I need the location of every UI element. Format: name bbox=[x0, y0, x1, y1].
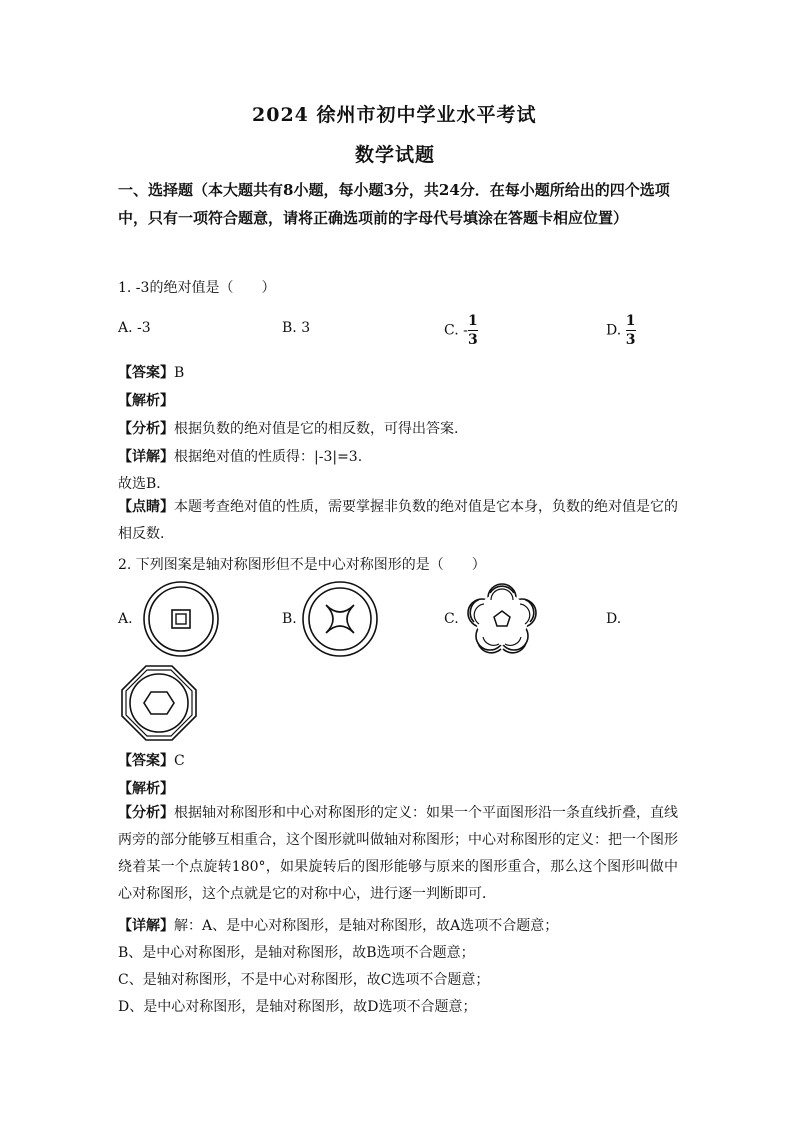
q1-analysis-label: 【解析】 bbox=[118, 393, 174, 409]
fenxi-label: 【分析】 bbox=[118, 421, 174, 437]
fraction-numerator: 1 bbox=[467, 313, 478, 329]
q2-option-c: C. bbox=[444, 611, 459, 627]
answer-value: C bbox=[174, 753, 185, 769]
fraction bbox=[468, 312, 478, 349]
q1-option-c bbox=[444, 312, 478, 349]
answer-label: 【答案】 bbox=[118, 753, 174, 769]
q2-option-b: B. bbox=[282, 611, 297, 627]
q2-analysis-label: 【解析】 bbox=[118, 781, 174, 797]
dianjing-text: 本题考查绝对值的性质，需要掌握非负数的绝对值是它本身，负数的绝对值是它的相反数. bbox=[118, 499, 678, 542]
q1-option-d-prefix: D. bbox=[606, 322, 626, 339]
fraction-numerator: 1 bbox=[625, 313, 636, 329]
fraction-denominator: 3 bbox=[467, 332, 478, 348]
dianjing-label: 【点睛】 bbox=[118, 499, 174, 515]
q1-stem: 1. -3的绝对值是（ ） bbox=[118, 280, 276, 296]
fenxi-text: 根据负数的绝对值是它的相反数，可得出答案. bbox=[174, 421, 459, 437]
exam-subtitle: 数学试题 bbox=[355, 144, 436, 166]
fraction bbox=[626, 312, 636, 349]
section-heading: 一、选择题（本大题共有8小题，每小题3分，共24分．在每小题所给出的四个选项中，只有一项符合题意，请将正确选项前的字母代号填涂在答题卡相应位置） bbox=[118, 181, 670, 227]
fenxi-label: 【分析】 bbox=[118, 805, 174, 821]
xiangjie-line-a: 解：A、是中心对称图形，是轴对称图形，故A选项不合题意； bbox=[174, 918, 559, 934]
q2-xiangjie bbox=[118, 915, 558, 935]
q2-line-b: B、是中心对称图形，是轴对称图形，故B选项不合题意； bbox=[118, 945, 475, 961]
octagon-hexagon-icon bbox=[120, 664, 198, 742]
answer-label: 【答案】 bbox=[118, 365, 174, 381]
q1-fenxi bbox=[118, 418, 458, 438]
coin-square-hole-icon bbox=[142, 580, 220, 658]
answer-value: B bbox=[174, 365, 185, 381]
xiangjie-label: 【详解】 bbox=[118, 449, 174, 465]
q1-option-c-prefix: C. - bbox=[444, 322, 468, 339]
q2-stem: 2. 下列图案是轴对称图形但不是中心对称图形的是（ ） bbox=[118, 557, 486, 573]
xiangjie-text: 根据绝对值的性质得：|-3|=3. bbox=[174, 449, 363, 465]
q2-option-d: D. bbox=[606, 611, 622, 627]
q2-line-d: D、是中心对称图形，是轴对称图形，故D选项不合题意； bbox=[118, 999, 477, 1015]
q1-answer bbox=[118, 362, 184, 382]
fraction-denominator: 3 bbox=[625, 332, 636, 348]
coin-curved-square-icon bbox=[301, 580, 379, 658]
q1-conclusion: 故选B． bbox=[118, 476, 171, 492]
q1-option-d bbox=[606, 312, 636, 349]
q1-option-b: B. 3 bbox=[282, 320, 311, 336]
q2-option-a: A. bbox=[118, 611, 133, 627]
q2-fenxi bbox=[118, 800, 678, 908]
q1-dianjing bbox=[118, 494, 678, 548]
xiangjie-label: 【详解】 bbox=[118, 918, 174, 934]
exam-title: 2024 徐州市初中学业水平考试 bbox=[252, 104, 537, 126]
q2-line-c: C、是轴对称图形，不是中心对称图形，故C选项不合题意； bbox=[118, 972, 490, 988]
fenxi-text: 根据轴对称图形和中心对称图形的定义：如果一个平面图形沿一条直线折叠，直线两旁的部分能够互相重合，这个图形就叫做轴对称图形；中心对称图形的定义：把一个图形绕着某一个点旋转180°，如果旋转后的图形能够与原来的图形重合，那么这个图形叫做中心对称图形，这个点就是它的对称中心，进行逐一判断即可． bbox=[118, 805, 678, 902]
q1-xiangjie bbox=[118, 446, 362, 466]
flower-pentagon-icon bbox=[463, 580, 541, 658]
q1-option-a: A. -3 bbox=[118, 320, 151, 336]
q2-answer bbox=[118, 750, 185, 770]
